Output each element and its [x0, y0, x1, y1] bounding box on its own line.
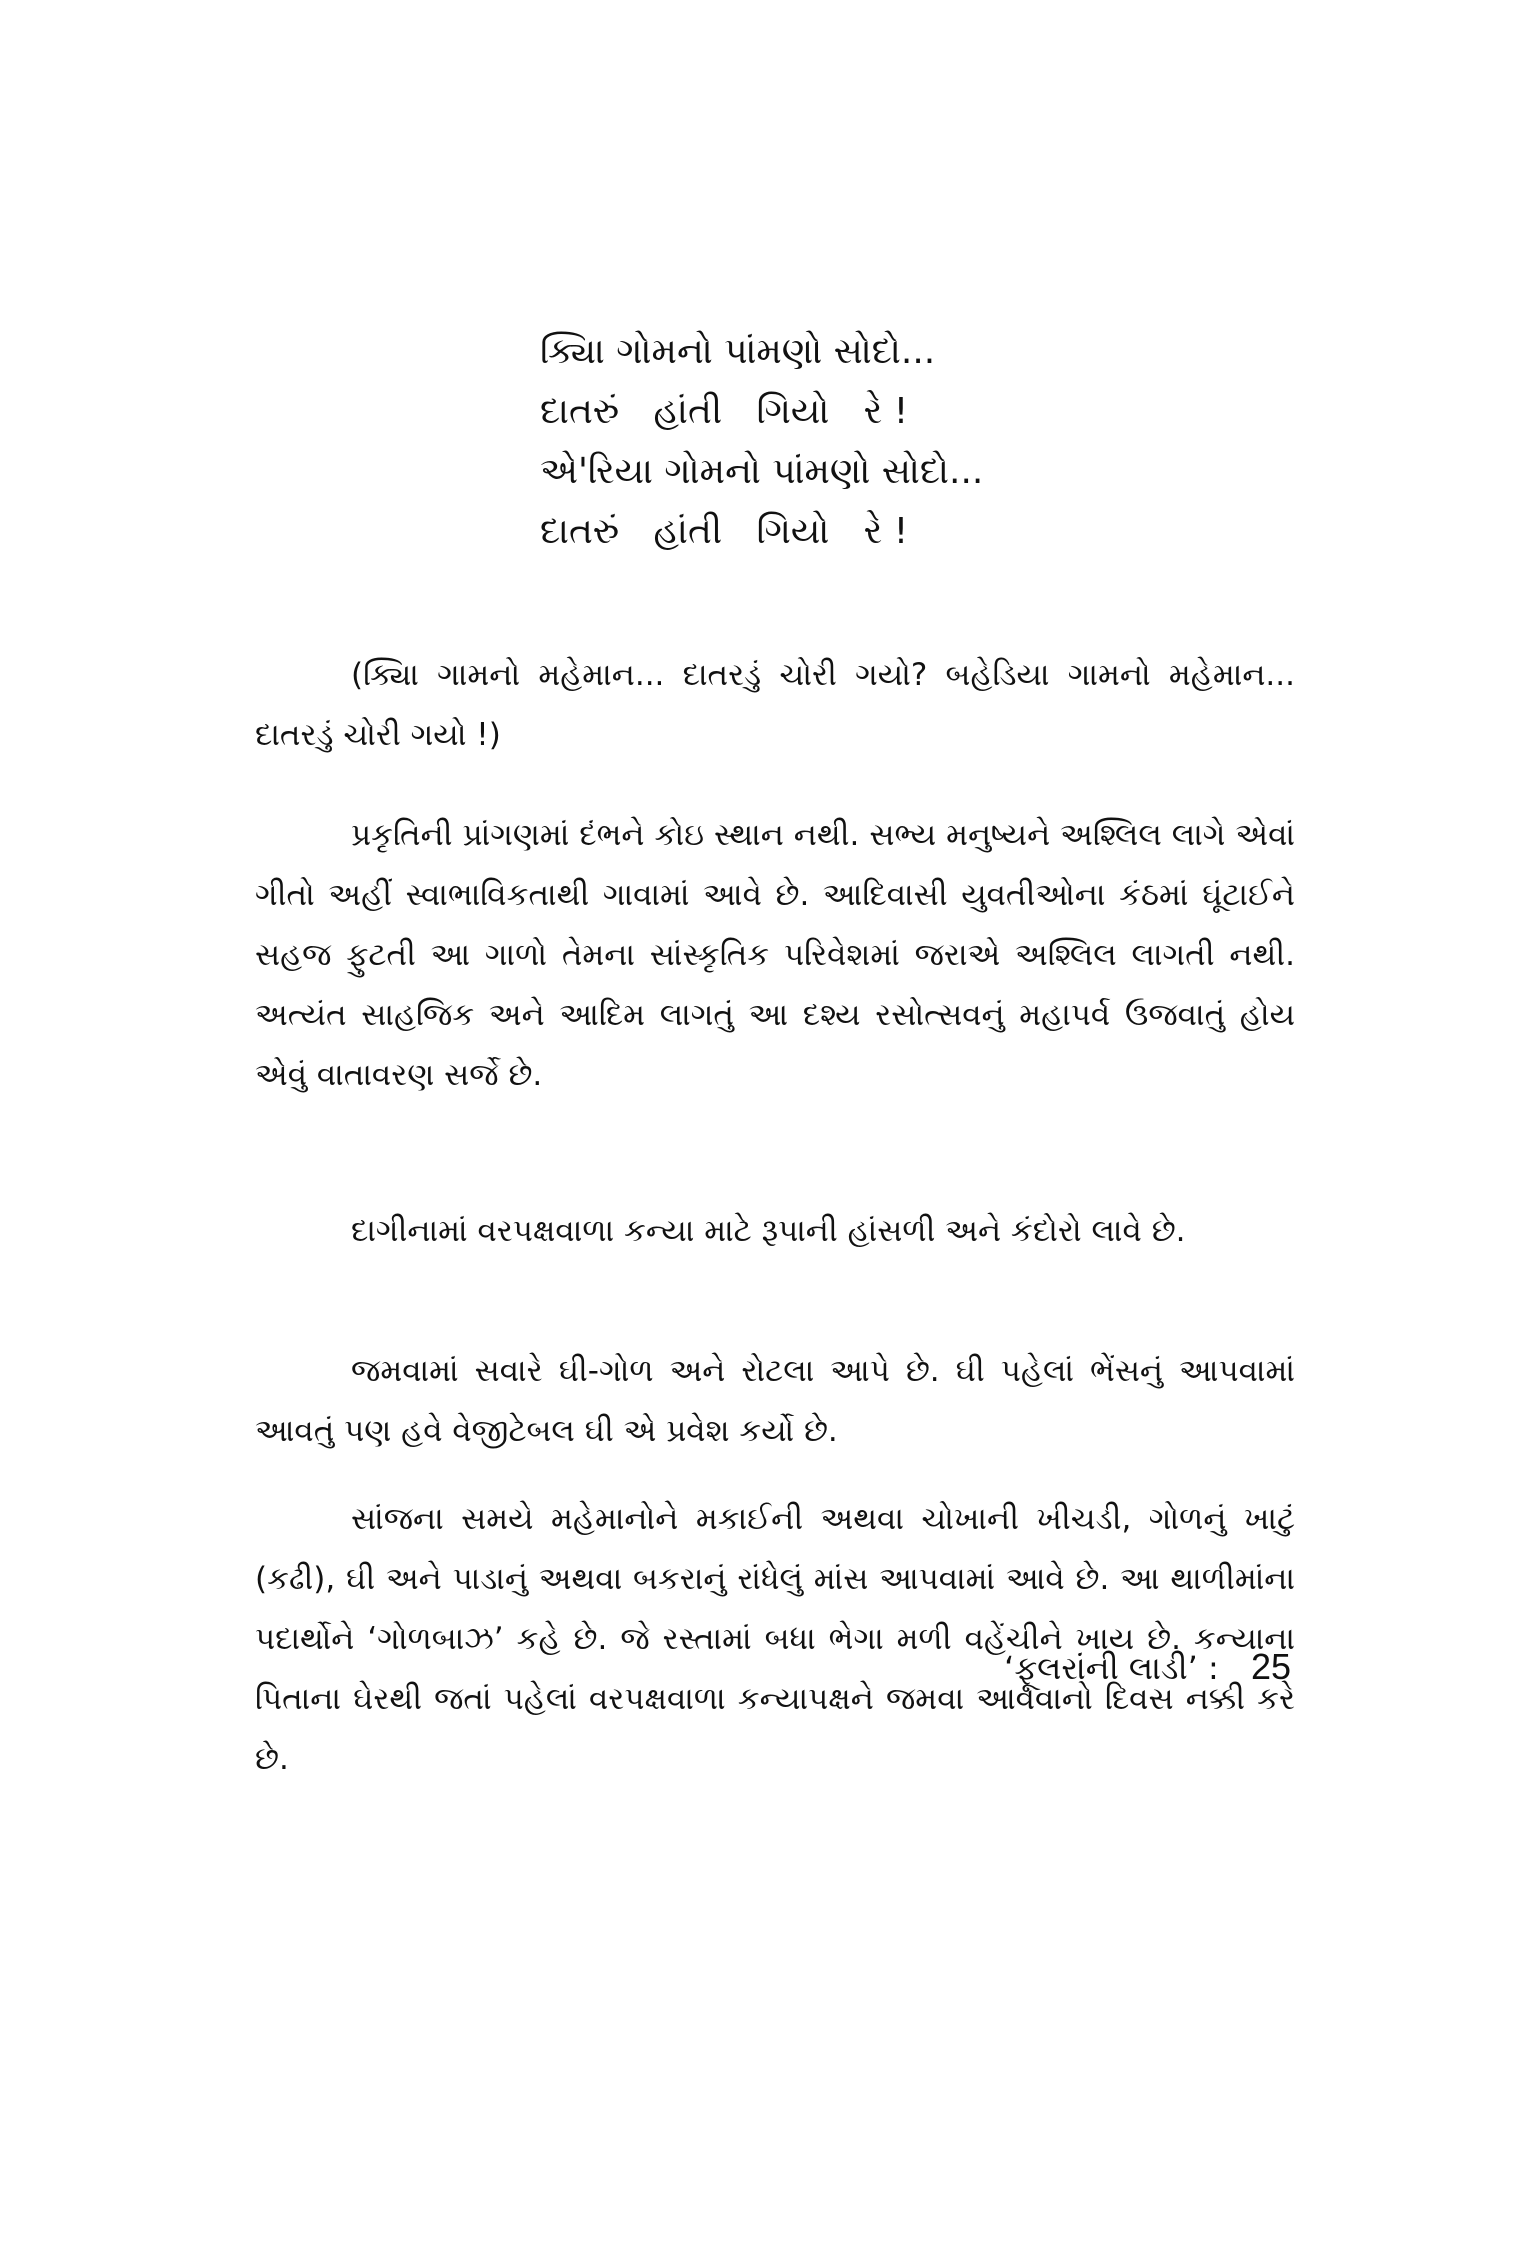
running-title: ‘ફૂલરાંની લાડી’ :	[1004, 1649, 1219, 1687]
verse-translation-paragraph: (ક્યિા ગામનો મહેમાન... દાતરડું ચોરી ગયો? બહેડિયા ગામનો મહેમાન... દાતરડું ચોરી ગયો !)	[255, 657, 1295, 753]
body-paragraph: સાંજના સમયે મહેમાનોને મકાઈની અથવા ચોખાની ખીચડી, ગોળનું ખાટું (કઢી), ઘી અને પાડાનું અથવા બકરાનું રાંધેલું માંસ આપવામાં આવે છે. આ થાળીમાંના પદાર્થોને ‘ગોળબાઝ’ કહે છે. જે રસ્તામાં બધા ભેગા મળી વહેંચીને ખાય છે. કન્યાના પિતાના ઘેરથી જતાં પહેલાં વરપક્ષવાળા કન્યાપક્ષને જમવા આવવાનો દિવસ નક્કી કરે છે.	[255, 1501, 1295, 1777]
song-verse	[540, 322, 1180, 562]
body-paragraph: પ્રકૃતિની પ્રાંગણમાં દંભને કોઇ સ્થાન નથી. સભ્ય મનુષ્યને અશ્લિલ લાગે એવાં ગીતો અહીં સ્વાભાવિકતાથી ગાવામાં આવે છે. આદિવાસી યુવતીઓના કંઠમાં ઘૂંટાઈને સહજ ફુટતી આ ગાળો તેમના સાંસ્કૃતિક પરિવેશમાં જરાએ અશ્લિલ લાગતી નથી. અત્યંત સાહજિક અને આદિમ લાગતું આ દશ્ય રસોત્સવનું મહાપર્વ ઉજવાતું હોય એવું વાતાવરણ સર્જે છે.	[255, 817, 1295, 1093]
verse-line: દાતરું હાંતી ગિયો રે !	[540, 511, 909, 552]
verse-line: એ'રિયા ગોમનો પાંમણો સોદો...	[540, 451, 984, 492]
page-number: 25	[1250, 1646, 1291, 1687]
page-footer	[1004, 1642, 1291, 1693]
verse-line: દાતરું હાંતી ગિયો રે !	[540, 391, 909, 432]
verse-line: ક્યિા ગોમનો પાંમણો સોદો...	[540, 331, 936, 372]
body-paragraph: જમવામાં સવારે ઘી-ગોળ અને રોટલા આપે છે. ઘી પહેલાં ભેંસનું આપવામાં આવતું પણ હવે વેજીટેબલ ઘી એ પ્રવેશ કર્યો છે.	[255, 1353, 1295, 1449]
body-paragraph: દાગીનામાં વરપક્ષવાળા કન્યા માટે રૂપાની હાંસળી અને કંદોરો લાવે છે.	[351, 1213, 1186, 1249]
